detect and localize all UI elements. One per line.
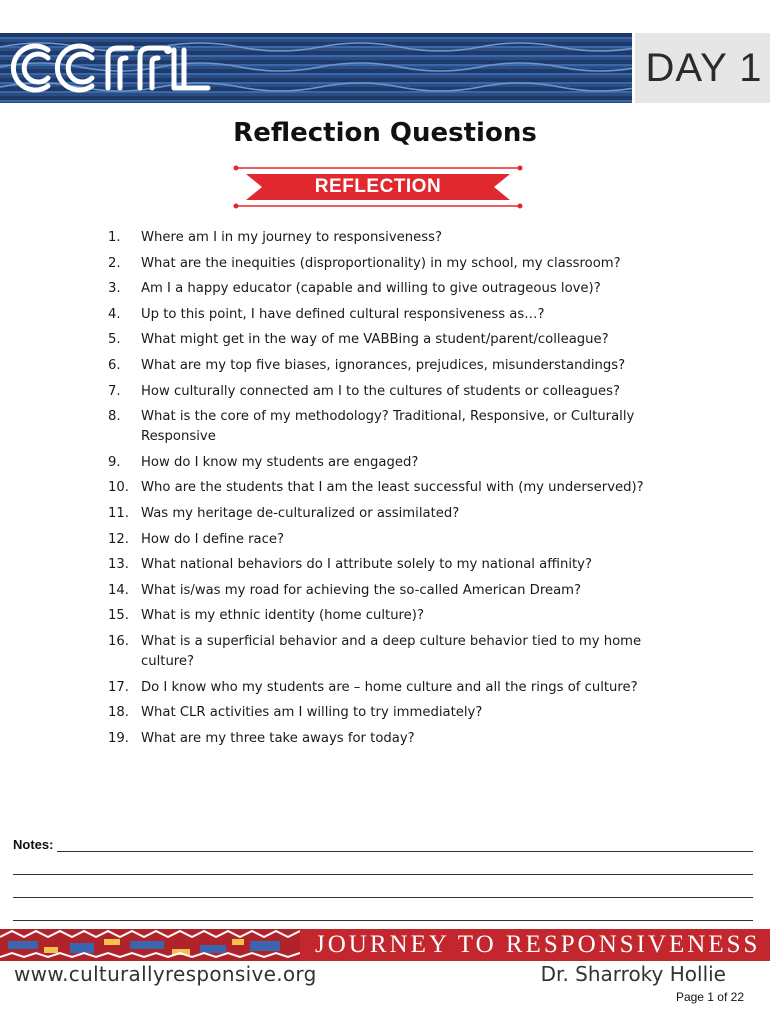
- question-item: [108, 703, 668, 723]
- question-number: 16.: [108, 633, 129, 649]
- question-text: How do I define race?: [141, 531, 284, 547]
- question-text: What is/was my road for achieving the so-called American Dream?: [141, 582, 582, 598]
- notes-section: [13, 830, 753, 921]
- question-item: [108, 330, 668, 350]
- question-item: [108, 632, 668, 672]
- question-number: 9.: [108, 454, 121, 470]
- question-item: [108, 530, 668, 550]
- question-item: [108, 478, 668, 498]
- question-number: 4.: [108, 306, 121, 322]
- question-item: [108, 678, 668, 698]
- question-number: 17.: [108, 679, 129, 695]
- footer-tagline: JOURNEY TO RESPONSIVENESS: [315, 931, 761, 958]
- question-item: [108, 453, 668, 473]
- question-text: What is my ethnic identity (home culture)?: [141, 608, 424, 624]
- question-number: 3.: [108, 281, 121, 297]
- question-text: Do I know who my students are – home culture and all the rings of culture?: [141, 679, 638, 695]
- footer-pattern: [0, 929, 300, 961]
- header-banner: [0, 33, 770, 103]
- question-number: 14.: [108, 582, 129, 598]
- question-item: [108, 407, 668, 447]
- notes-line[interactable]: [13, 898, 753, 921]
- footer-banner: [0, 929, 770, 961]
- question-number: 15.: [108, 608, 129, 624]
- header-stripes: [0, 33, 632, 103]
- question-number: 5.: [108, 332, 121, 348]
- page-title: Reflection Questions: [233, 118, 537, 148]
- notes-label: Notes:: [13, 837, 54, 852]
- question-text: What are my top five biases, ignorances, prejudices, misunderstandings?: [141, 357, 626, 373]
- ribbon-label: REFLECTION: [314, 176, 442, 197]
- question-text: Was my heritage de-culturalized or assimilated?: [141, 505, 460, 521]
- question-number: 13.: [108, 557, 129, 573]
- reflection-ribbon: [232, 164, 524, 210]
- notes-first-row: [13, 830, 753, 852]
- question-text: What might get in the way of me VABBing a student/parent/colleague?: [141, 332, 609, 348]
- question-text: How culturally connected am I to the cultures of students or colleagues?: [141, 383, 621, 399]
- question-number: 8.: [108, 409, 121, 425]
- questions-list: [108, 228, 668, 754]
- question-text: What CLR activities am I willing to try immediately?: [141, 705, 483, 721]
- page-number: Page 1 of 22: [675, 990, 744, 1004]
- question-text: What national behaviors do I attribute solely to my national affinity?: [141, 557, 592, 573]
- question-text: Up to this point, I have defined cultural responsiveness as…?: [141, 306, 545, 322]
- question-item: [108, 382, 668, 402]
- question-text: What are my three take aways for today?: [141, 730, 415, 746]
- day-label: DAY 1: [645, 45, 763, 90]
- notes-line[interactable]: [57, 837, 753, 852]
- question-text: What is a superficial behavior and a deep culture behavior tied to my home culture?: [141, 633, 642, 669]
- question-text: Am I a happy educator (capable and willing to give outrageous love)?: [141, 281, 601, 297]
- question-item: [108, 504, 668, 524]
- question-item: [108, 555, 668, 575]
- question-item: [108, 729, 668, 749]
- question-item: [108, 228, 668, 248]
- question-text: How do I know my students are engaged?: [141, 454, 419, 470]
- notes-line[interactable]: [13, 875, 753, 898]
- question-number: 1.: [108, 230, 121, 245]
- question-item: [108, 606, 668, 626]
- question-text: Who are the students that I am the least successful with (my underserved)?: [141, 480, 644, 496]
- question-item: [108, 254, 668, 274]
- question-number: 11.: [108, 505, 129, 521]
- question-item: [108, 305, 668, 325]
- question-number: 12.: [108, 531, 129, 547]
- question-item: [108, 279, 668, 299]
- question-text: What is the core of my methodology? Traditional, Responsive, or Culturally Responsive: [141, 409, 635, 445]
- question-number: 10.: [108, 480, 129, 496]
- question-item: [108, 581, 668, 601]
- footer-url: www.culturallyresponsive.org: [14, 962, 317, 986]
- ccrl-logo: [8, 38, 218, 98]
- question-number: 6.: [108, 357, 121, 373]
- question-text: What are the inequities (disproportionality) in my school, my classroom?: [141, 255, 621, 271]
- question-text: Where am I in my journey to responsiveness?: [141, 230, 442, 245]
- question-number: 2.: [108, 255, 121, 271]
- question-number: 18.: [108, 705, 129, 721]
- footer-author: Dr. Sharroky Hollie: [540, 962, 726, 986]
- question-number: 7.: [108, 383, 121, 399]
- notes-line[interactable]: [13, 852, 753, 875]
- question-number: 19.: [108, 730, 129, 746]
- day-badge: [632, 33, 770, 103]
- question-item: [108, 356, 668, 376]
